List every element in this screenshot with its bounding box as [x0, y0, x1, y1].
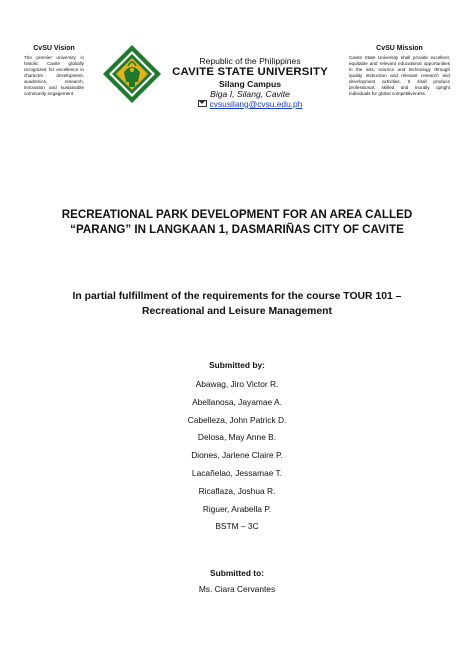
university-header — [150, 56, 350, 110]
vision-heading: CvSU Vision — [33, 45, 75, 52]
section-label: BSTM – 3C — [215, 521, 259, 532]
submitted-by-label: Submitted by: — [209, 360, 265, 370]
mission-text: Cavite State University shall provide excellent, equitable and relevant educational opportunities in the arts, science and technology through quality instruction and relevant research and development activities. It shall produce professional, skilled and morally upright individuals for global competitiveness. — [349, 55, 450, 96]
submitter-list — [0, 376, 474, 536]
email-link[interactable]: cvsusilang@cvsu.edu.ph — [209, 99, 303, 109]
fulfillment-line-2: Recreational and Leisure Management — [142, 306, 332, 317]
submitted-to-label: Submitted to: — [210, 568, 264, 578]
list-item: Ricaflaza, Joshua R. — [198, 485, 276, 496]
document-title — [40, 207, 434, 237]
title-line-1: RECREATIONAL PARK DEVELOPMENT FOR AN AREA CALLED — [61, 208, 413, 221]
list-item: Abellanosa, Jayamae A. — [192, 396, 282, 407]
envelope-icon — [198, 100, 207, 107]
republic-line: Republic of the Philippines — [199, 56, 301, 66]
mission-heading: CvSU Mission — [376, 45, 423, 52]
vision-text: The premier university in historic Cavite globally recognized for excellence in character development, academics, research, innovation and sustainable community engagement. — [24, 55, 84, 96]
fulfillment-line-1: In partial fulfillment of the requirements for the course TOUR 101 – — [72, 291, 402, 302]
campus-name: Silang Campus — [218, 79, 282, 89]
list-item: Delosa, May Anne B. — [197, 432, 277, 443]
list-item: Abawag, Jiro Victor R. — [195, 379, 279, 389]
title-line-2: “PARANG” IN LANGKAAN 1, DASMARIÑAS CITY OF CAVITE — [70, 223, 404, 236]
list-item: Lacañelao, Jessamae T. — [191, 467, 283, 478]
list-item: Diones, Jarlene Claire P. — [191, 450, 283, 461]
email-row — [150, 99, 350, 110]
vision-block — [24, 46, 84, 97]
university-name: CAVITE STATE UNIVERSITY — [172, 66, 328, 78]
list-item: Riguer, Arabella P. — [202, 503, 272, 514]
fulfillment-statement — [40, 289, 434, 319]
adviser-name: Ms. Ciara Cervantes — [198, 584, 276, 594]
mission-block — [349, 46, 450, 97]
list-item: Cabelleza, John Patrick D. — [187, 414, 287, 425]
campus-address: Biga I, Silang, Cavite — [210, 89, 290, 99]
